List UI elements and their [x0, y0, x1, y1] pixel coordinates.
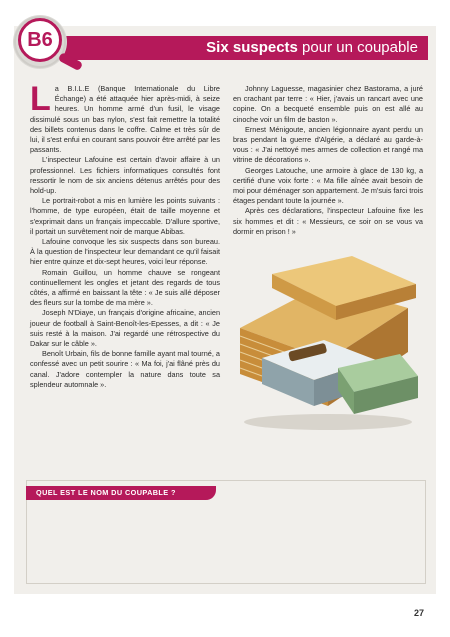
badge-label: B6 — [27, 28, 53, 51]
story-paragraph: Georges Latouche, une armoire à glace de 130 kg, a certifié d'une voix forte : « Ma fille aînée avait besoin de moi pour déménager son appartement. Je m'suis farci trois étages pendant toute la journée ». — [233, 165, 423, 206]
story-paragraph: L'inspecteur Lafouine est certain d'avoir affaire à un professionnel. Les fichiers informatiques consultés font ressortir le nom de six anciens détenus arrêtés pour des hold-up. — [30, 155, 220, 196]
story-paragraph: Joseph N'Diaye, un français d'origine africaine, ancien joueur de football à Saint-Benoît-les-Epesses, a dit : « Je suis resté à la maison. J'ai regardé une rétrospective du Dakar sur le câble ». — [30, 308, 220, 349]
story-paragraph: Le portrait-robot a mis en lumière les points suivants : l'homme, de type européen, était de taille moyenne et s'exprimait dans un français impeccable. D'allure sportive, il portait un survêtement noir de marque Abibas. — [30, 196, 220, 236]
title-rest: pour un coupable — [297, 39, 418, 56]
story-paragraph — [30, 80, 220, 155]
story-paragraph: Romain Guillou, un homme chauve se rongeant continuellement les ongles et jetant des regards de tous côtés, a affirmé en baissant la tête : « Je suis allé déposer des fleurs sur la tombe de ma mère ». — [30, 267, 220, 308]
section-badge — [18, 18, 62, 62]
story-paragraph: Ernest Ménigoute, ancien légionnaire ayant perdu un bras pendant la guerre d'Algérie, a déclaré au garde-à-vous : « J'ai nettoyé mes armes de collection et rangé ma vitrine de décorations ». — [233, 124, 423, 165]
question-label: QUEL EST LE NOM DU COUPABLE ? — [36, 488, 176, 497]
drop-cap: L — [30, 80, 51, 118]
story-text: a B.I.L.E (Banque Internationale du Libre Échange) a été attaquée hier après-midi, à seize heures. Un homme armé d'un fusil, le visage dissimulé sous un bas nylon, s'est fait remettre la totalité des billets contenus dans le coffre. Calme et très sûr de lui, il s'est enfui en courant sans pouvoir être arrêté par les passants. — [30, 84, 220, 155]
header-bar — [56, 36, 428, 60]
story-paragraph: Lafouine convoque les six suspects dans son bureau. À la question de l'inspecteur leur demandant ce qu'il faisait hier entre quinze et dix-sept heures, voici leur réponse. — [30, 237, 220, 267]
story-right-column — [233, 84, 423, 237]
banknotes-stack-image — [232, 256, 420, 432]
title-bold: Six suspects — [206, 39, 298, 56]
story-paragraph: Après ces déclarations, l'inspecteur Lafouine fixe les six hommes et dit : « Messieurs, ce soir on se vous va dormir en prison ! » — [233, 206, 423, 236]
story-left-column — [30, 80, 220, 390]
page-number: 27 — [414, 608, 425, 618]
story-paragraph: Johnny Laguesse, magasinier chez Bastorama, a juré en crachant par terre : « Hier, j'avais un rancart avec une copine. On a becqueté ensemble puis on est allé au cinoche voir un film de baston ». — [233, 84, 423, 124]
question-label-tab — [26, 486, 216, 500]
story-paragraph: Benoît Urbain, fils de bonne famille ayant mal tourné, a confessé avec un petit sourire : « Ma foi, j'ai flâné près du canal. J'adore contempler la nature dans toute sa splendeur automnale ». — [30, 349, 220, 389]
page-title — [206, 39, 418, 57]
